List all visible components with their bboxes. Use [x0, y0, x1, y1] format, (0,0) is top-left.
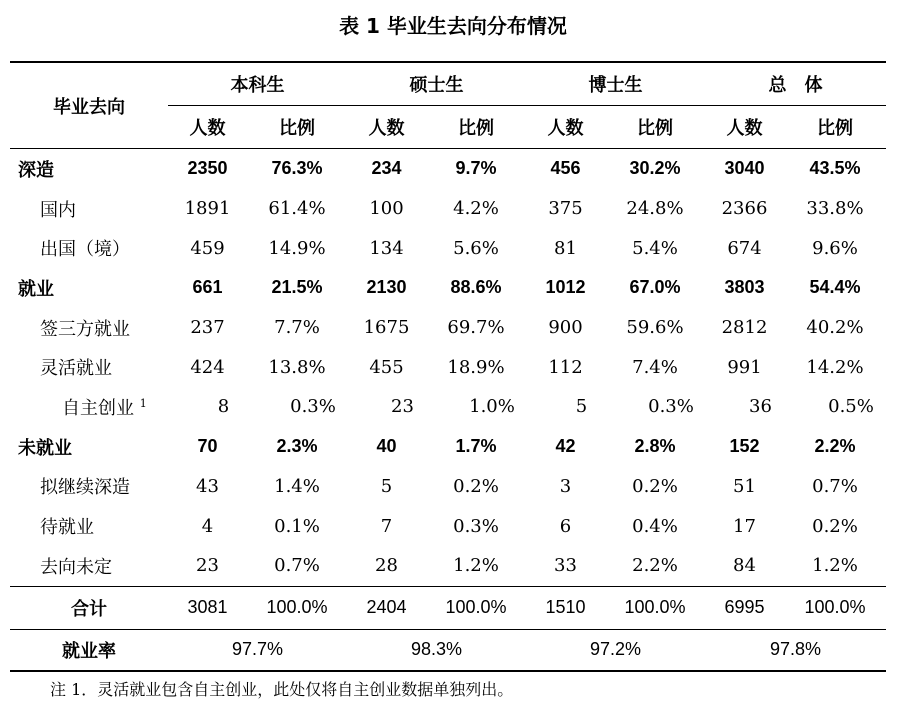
row-label-text: 待就业 — [40, 517, 94, 539]
count-cell: 33 — [554, 555, 577, 577]
table-row — [10, 308, 886, 348]
ratio-cell: 88.6% — [450, 277, 502, 298]
count-cell: 134 — [369, 237, 404, 259]
header-sub-count: 人数 — [705, 106, 784, 149]
ratio-cell: 1.7% — [455, 436, 497, 457]
count-cell: 234 — [371, 158, 402, 179]
ratio-cell: 7.4% — [632, 356, 678, 378]
ratio-cell: 59.6% — [626, 317, 684, 339]
total-count-cell: 3081 — [168, 586, 247, 629]
header-group-master: 硕士生 — [347, 62, 526, 106]
row-label-text: 拟继续深造 — [40, 477, 130, 499]
graduate-destination-table — [10, 61, 886, 672]
row-label — [10, 268, 168, 308]
ratio-cell: 0.5% — [828, 396, 874, 418]
total-ratio-cell: 100.0% — [605, 586, 705, 629]
ratio-cell: 2.2% — [632, 555, 678, 577]
count-cell: 42 — [555, 436, 576, 457]
ratio-cell: 0.3% — [453, 515, 499, 537]
row-label-text: 未就业 — [18, 437, 72, 459]
header-sub-count: 人数 — [526, 106, 605, 149]
ratio-cell: 76.3% — [271, 158, 323, 179]
count-cell: 152 — [729, 436, 760, 457]
ratio-cell: 21.5% — [271, 277, 323, 298]
count-cell: 1012 — [545, 277, 586, 298]
header-sub-ratio: 比例 — [784, 106, 886, 149]
count-cell: 3040 — [724, 158, 765, 179]
ratio-cell: 0.4% — [632, 515, 678, 537]
count-cell: 375 — [548, 198, 583, 220]
count-cell: 5 — [575, 396, 588, 418]
table-row — [10, 506, 886, 546]
row-label-text: 深造 — [18, 159, 54, 181]
count-cell: 23 — [196, 555, 219, 577]
count-cell: 456 — [550, 158, 581, 179]
ratio-cell: 2.3% — [276, 436, 318, 457]
count-cell: 81 — [554, 237, 577, 259]
count-cell: 43 — [196, 475, 219, 497]
count-cell: 3803 — [724, 277, 765, 298]
ratio-cell: 1.2% — [453, 555, 499, 577]
ratio-cell: 14.2% — [806, 356, 864, 378]
count-cell: 51 — [733, 475, 756, 497]
ratio-cell: 0.2% — [453, 475, 499, 497]
count-cell: 100 — [369, 198, 404, 220]
ratio-cell: 9.7% — [455, 158, 497, 179]
total-count-cell: 1510 — [526, 586, 605, 629]
count-cell: 84 — [733, 555, 756, 577]
table-row — [10, 149, 886, 189]
rate-cell: 98.3% — [347, 629, 526, 671]
table-row — [10, 268, 886, 308]
ratio-cell: 1.0% — [469, 396, 515, 418]
ratio-cell: 61.4% — [268, 198, 326, 220]
ratio-cell: 13.8% — [268, 356, 326, 378]
row-label — [10, 427, 168, 467]
count-cell: 4 — [201, 515, 214, 537]
ratio-cell: 7.7% — [274, 317, 320, 339]
count-cell: 36 — [749, 396, 772, 418]
row-label-text: 自主创业 — [62, 397, 134, 419]
rate-cell: 97.2% — [526, 629, 705, 671]
total-count-cell: 6995 — [705, 586, 784, 629]
count-cell: 1891 — [184, 198, 231, 220]
count-cell: 661 — [192, 277, 223, 298]
row-label-text: 就业 — [18, 278, 54, 300]
count-cell: 6 — [559, 515, 572, 537]
ratio-cell: 2.8% — [634, 436, 676, 457]
ratio-cell: 40.2% — [806, 317, 864, 339]
ratio-cell: 54.4% — [809, 277, 861, 298]
row-label-text: 签三方就业 — [40, 318, 130, 340]
count-cell: 8 — [217, 396, 230, 418]
row-label — [10, 467, 168, 507]
count-cell: 70 — [197, 436, 218, 457]
count-cell: 28 — [375, 555, 398, 577]
row-label-text: 出国（境） — [40, 239, 130, 261]
total-ratio-cell: 100.0% — [247, 586, 347, 629]
count-cell: 991 — [727, 356, 762, 378]
rate-label: 就业率 — [10, 629, 168, 671]
total-count-cell: 2404 — [347, 586, 426, 629]
count-cell: 237 — [190, 317, 225, 339]
table-row — [10, 228, 886, 268]
count-cell: 424 — [190, 356, 225, 378]
count-cell: 1675 — [363, 317, 410, 339]
count-cell: 2812 — [721, 317, 768, 339]
total-ratio-cell: 100.0% — [784, 586, 886, 629]
header-row-label: 毕业去向 — [10, 62, 168, 149]
row-label-text: 灵活就业 — [40, 358, 112, 380]
ratio-cell: 4.2% — [453, 198, 499, 220]
ratio-cell: 1.4% — [274, 475, 320, 497]
table-title: 表 1 毕业生去向分布情况 — [339, 14, 567, 38]
count-cell: 459 — [190, 237, 225, 259]
total-ratio-cell: 100.0% — [426, 586, 526, 629]
count-cell: 3 — [559, 475, 572, 497]
row-label-text: 去向未定 — [40, 556, 112, 578]
ratio-cell: 18.9% — [447, 356, 505, 378]
header-group-overall: 总 体 — [705, 62, 886, 106]
ratio-cell: 14.9% — [268, 237, 326, 259]
count-cell: 17 — [733, 515, 756, 537]
count-cell: 674 — [727, 237, 762, 259]
row-label — [10, 308, 168, 348]
ratio-cell: 0.3% — [290, 396, 336, 418]
ratio-cell: 69.7% — [447, 317, 505, 339]
count-cell: 40 — [376, 436, 397, 457]
table-row — [10, 387, 886, 427]
header-sub-count: 人数 — [168, 106, 247, 149]
table-row — [10, 427, 886, 467]
ratio-cell: 0.7% — [274, 555, 320, 577]
table-row — [10, 347, 886, 387]
header-sub-ratio: 比例 — [426, 106, 526, 149]
count-cell: 900 — [548, 317, 583, 339]
table-row — [10, 189, 886, 229]
ratio-cell: 67.0% — [629, 277, 681, 298]
count-cell: 23 — [391, 396, 414, 418]
row-label-text: 国内 — [40, 199, 76, 221]
total-row — [10, 586, 886, 629]
header-sub-ratio: 比例 — [247, 106, 347, 149]
footnote: 注 1．灵活就业包含自主创业，此处仅将自主创业数据单独列出。 — [50, 680, 514, 699]
rate-cell: 97.8% — [705, 629, 886, 671]
row-label — [10, 228, 168, 268]
ratio-cell: 30.2% — [629, 158, 681, 179]
footnote-marker: 1 — [139, 396, 147, 410]
row-label — [10, 546, 168, 586]
ratio-cell: 5.4% — [632, 237, 678, 259]
count-cell: 5 — [380, 475, 393, 497]
table-row — [10, 546, 886, 586]
ratio-cell: 24.8% — [626, 198, 684, 220]
count-cell: 455 — [369, 356, 404, 378]
row-label — [10, 387, 168, 427]
ratio-cell: 0.1% — [274, 515, 320, 537]
count-cell: 2350 — [187, 158, 228, 179]
ratio-cell: 1.2% — [812, 555, 858, 577]
header-group-undergrad: 本科生 — [168, 62, 347, 106]
ratio-cell: 0.7% — [812, 475, 858, 497]
total-label: 合计 — [10, 586, 168, 629]
ratio-cell: 0.2% — [632, 475, 678, 497]
ratio-cell: 0.3% — [648, 396, 694, 418]
count-cell: 7 — [380, 515, 393, 537]
ratio-cell: 9.6% — [812, 237, 858, 259]
header-sub-count: 人数 — [347, 106, 426, 149]
ratio-cell: 2.2% — [814, 436, 856, 457]
header-sub-ratio: 比例 — [605, 106, 705, 149]
row-label — [10, 347, 168, 387]
row-label — [10, 189, 168, 229]
ratio-cell: 5.6% — [453, 237, 499, 259]
count-cell: 2130 — [366, 277, 407, 298]
rate-cell: 97.7% — [168, 629, 347, 671]
count-cell: 112 — [548, 356, 583, 378]
employment-rate-row — [10, 629, 886, 671]
table-row — [10, 467, 886, 507]
row-label — [10, 506, 168, 546]
count-cell: 2366 — [721, 198, 768, 220]
row-label — [10, 149, 168, 189]
ratio-cell: 33.8% — [806, 198, 864, 220]
ratio-cell: 43.5% — [809, 158, 861, 179]
header-group-doctor: 博士生 — [526, 62, 705, 106]
ratio-cell: 0.2% — [812, 515, 858, 537]
